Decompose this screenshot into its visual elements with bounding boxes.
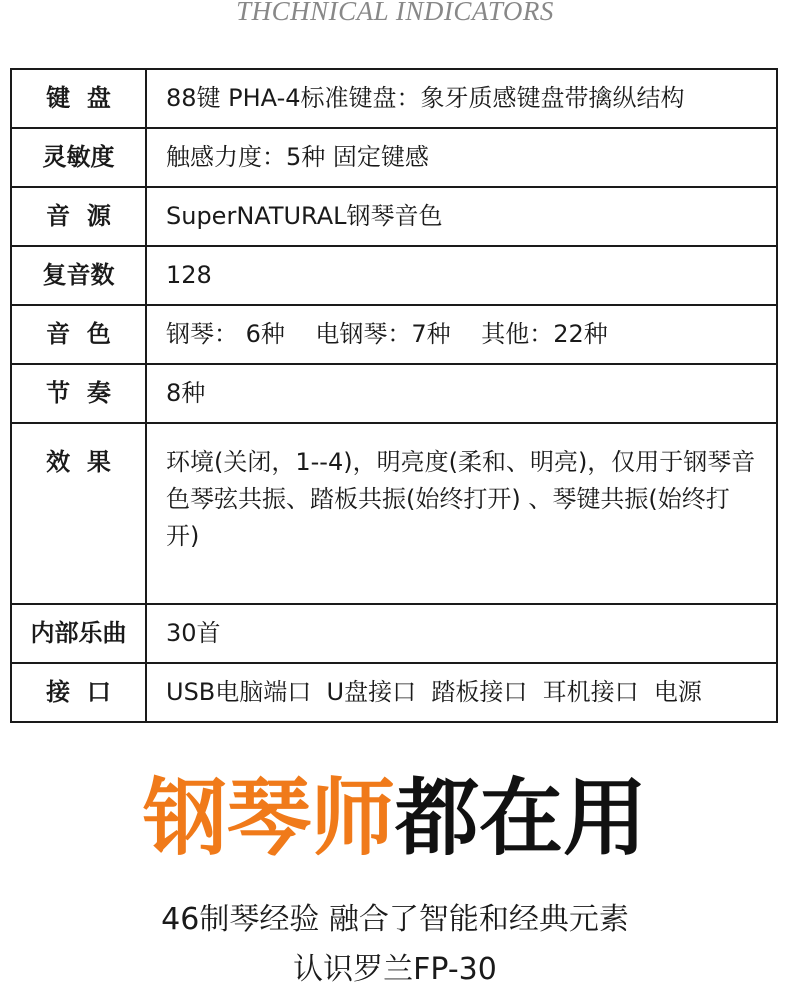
spec-label-tones: 音 色: [11, 305, 146, 364]
table-row: [11, 187, 777, 246]
table-row: [11, 128, 777, 187]
promo-product-name: 认识罗兰FP-30: [293, 952, 497, 987]
spec-value-effects: 环境(关闭，1--4)，明亮度(柔和、明亮)，仅用于钢琴音色琴弦共振、踏板共振(始终打开) 、琴键共振(始终打开): [146, 423, 777, 604]
spec-value-tones: 钢琴： 6种 电钢琴：7种 其他：22种: [146, 305, 777, 364]
spec-value-polyphony: 128: [146, 246, 777, 305]
spec-label-polyphony: 复音数: [11, 246, 146, 305]
table-row: [11, 305, 777, 364]
specs-table: [10, 68, 778, 723]
promo-rest-text: 都在用: [395, 769, 648, 867]
table-row: [11, 69, 777, 128]
table-row: [11, 423, 777, 604]
spec-value-sound-source: SuperNATURAL钢琴音色: [146, 187, 777, 246]
spec-label-interfaces: 接 口: [11, 663, 146, 722]
spec-value-sensitivity: 触感力度：5种 固定键感: [146, 128, 777, 187]
spec-label-keyboard: 键 盘: [11, 69, 146, 128]
spec-value-interfaces: USB电脑端口 U盘接口 踏板接口 耳机接口 电源: [146, 663, 777, 722]
spec-label-internal-songs: 内部乐曲: [11, 604, 146, 663]
promo-accent-text: 钢琴师: [142, 769, 395, 867]
spec-value-rhythms: 8种: [146, 364, 777, 423]
promo-subtitle: 46制琴经验 融合了智能和经典元素: [161, 902, 629, 937]
table-row: [11, 364, 777, 423]
table-row: [11, 246, 777, 305]
table-row: [11, 604, 777, 663]
promo-headline: [0, 768, 790, 868]
spec-label-rhythms: 节 奏: [11, 364, 146, 423]
table-row: [11, 663, 777, 722]
spec-value-internal-songs: 30首: [146, 604, 777, 663]
spec-label-effects: 效 果: [11, 423, 146, 604]
spec-label-sound-source: 音 源: [11, 187, 146, 246]
section-heading: THCHNICAL INDICATORS: [236, 0, 554, 26]
spec-value-keyboard: 88键 PHA-4标准键盘：象牙质感键盘带擒纵结构: [146, 69, 777, 128]
spec-label-sensitivity: 灵敏度: [11, 128, 146, 187]
